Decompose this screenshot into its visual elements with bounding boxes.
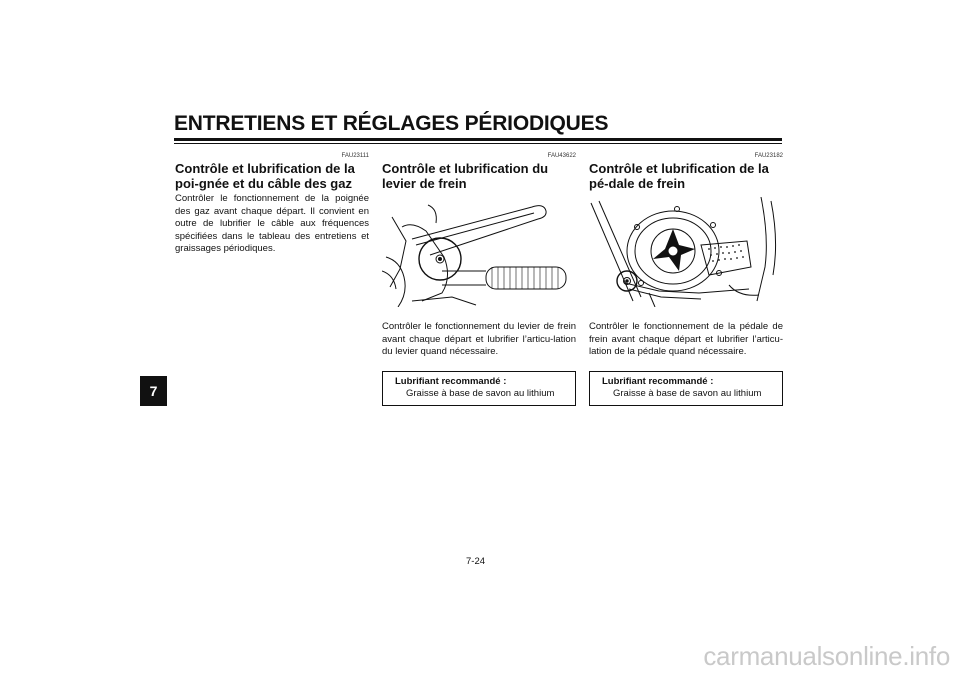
lubricant-box bbox=[382, 371, 576, 406]
lubricant-value: Graisse à base de savon au lithium bbox=[613, 387, 762, 399]
section-brake-pedal bbox=[589, 152, 783, 406]
section-brake-lever bbox=[382, 152, 576, 406]
section-ref-code: FAU23111 bbox=[341, 153, 369, 159]
page-header-title: ENTRETIENS ET RÉGLAGES PÉRIODIQUES bbox=[174, 112, 609, 135]
lubricant-value: Graisse à base de savon au lithium bbox=[406, 387, 555, 399]
header-rule-thin bbox=[174, 143, 782, 144]
section-title: Contrôle et lubrification du levier de frein bbox=[382, 161, 549, 191]
lubricant-label: Lubrifiant recommandé : bbox=[602, 375, 714, 387]
section-body: Contrôler le fonctionnement du levier de frein avant chaque départ et lubrifier l’articu-lation du levier quand nécessaire. bbox=[382, 321, 576, 358]
watermark: carmanualsonline.info bbox=[703, 641, 950, 671]
chapter-tab: 7 bbox=[140, 376, 167, 406]
section-title: Contrôle et lubrification de la poi-gnée et du câble des gaz bbox=[175, 161, 355, 191]
section-body: Contrôler le fonctionnement de la poignée des gaz avant chaque départ. Il convient en outre de lubrifier le câble aux fréquences spécifiées dans le tableau des entretiens et graissages périodiques. bbox=[175, 193, 369, 255]
page-number: 7-24 bbox=[466, 556, 486, 567]
header-rule bbox=[174, 138, 782, 141]
brake-lever-illustration bbox=[382, 197, 576, 307]
lubricant-label: Lubrifiant recommandé : bbox=[395, 375, 507, 387]
section-title: Contrôle et lubrification de la pé-dale de frein bbox=[589, 161, 769, 191]
section-ref-code: FAU23182 bbox=[754, 153, 783, 159]
section-ref-code: FAU43622 bbox=[547, 153, 576, 159]
section-body: Contrôler le fonctionnement de la pédale de frein avant chaque départ et lubrifier l’articu-lation de la pédale quand nécessaire. bbox=[589, 321, 783, 358]
section-throttle bbox=[175, 152, 369, 256]
brake-pedal-illustration bbox=[589, 197, 783, 307]
lubricant-box bbox=[589, 371, 783, 406]
